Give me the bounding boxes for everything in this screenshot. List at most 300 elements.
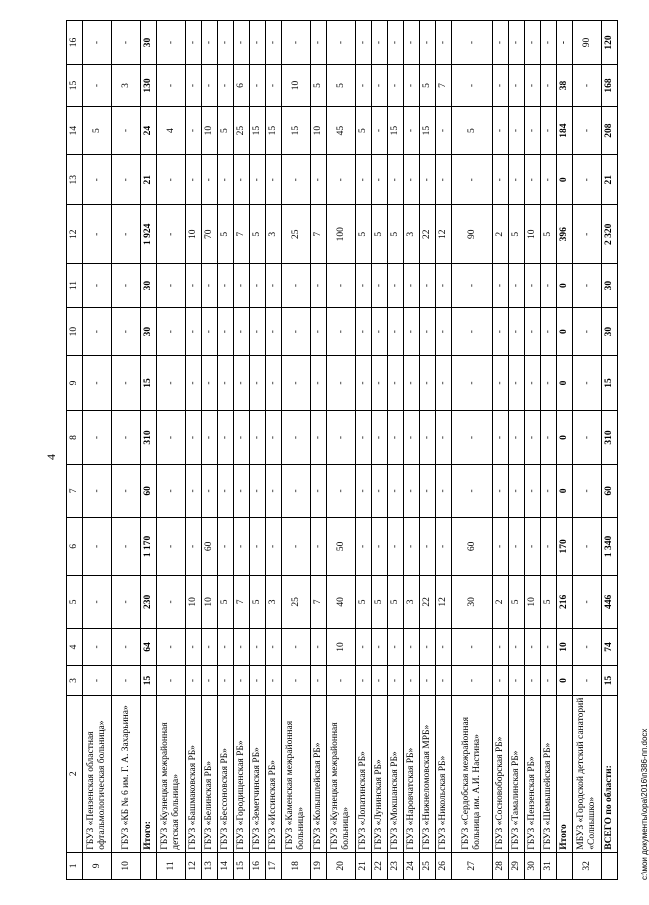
table-cell: 12	[436, 205, 452, 264]
table-cell: 10	[186, 205, 202, 264]
table-row	[186, 21, 202, 880]
table-cell: -	[420, 517, 436, 576]
table-cell: Итого:	[141, 695, 157, 852]
table-cell: ГБУЗ «Каменская межрайонная больница»	[282, 695, 311, 852]
table-cell: -	[372, 308, 388, 356]
table-row	[250, 21, 266, 880]
table-cell: -	[493, 628, 509, 666]
table-cell: 5	[541, 576, 557, 628]
table-cell: -	[509, 517, 525, 576]
column-header: 14	[67, 106, 83, 154]
table-cell: -	[436, 308, 452, 356]
table-cell: 0	[557, 465, 573, 517]
table-cell: 208	[602, 106, 618, 154]
table-cell: -	[327, 264, 356, 308]
table-cell: -	[83, 666, 112, 695]
table-cell: -	[356, 356, 372, 410]
table-cell: ГБУЗ «Никольская РБ»	[436, 695, 452, 852]
table-cell: ГБУЗ «Белинская РБ»	[202, 695, 218, 852]
table-cell: -	[372, 465, 388, 517]
table-cell: -	[112, 21, 141, 65]
table-cell: -	[525, 264, 541, 308]
table-cell: 3	[112, 65, 141, 107]
table-cell: 10	[557, 628, 573, 666]
table-cell: -	[218, 155, 234, 205]
table-row	[436, 21, 452, 880]
column-header: 4	[67, 628, 83, 666]
table-cell: -	[372, 106, 388, 154]
column-header: 5	[67, 576, 83, 628]
table-cell: -	[388, 628, 404, 666]
table-cell: 2	[493, 576, 509, 628]
table-cell: 64	[141, 628, 157, 666]
table-cell: 15	[282, 106, 311, 154]
table-cell: -	[218, 410, 234, 464]
table-cell: -	[573, 666, 602, 695]
table-cell: 9	[83, 852, 112, 879]
table-cell: -	[218, 264, 234, 308]
table-cell: ГБУЗ «Лунинская РБ»	[372, 695, 388, 852]
table-cell: -	[250, 21, 266, 65]
table-cell: -	[218, 308, 234, 356]
table-cell: -	[234, 465, 250, 517]
table-cell: -	[218, 517, 234, 576]
table-cell: 230	[141, 576, 157, 628]
table-cell: -	[541, 106, 557, 154]
table-cell: 26	[436, 852, 452, 879]
table-cell: -	[573, 264, 602, 308]
table-row	[282, 21, 311, 880]
table-cell: 60	[141, 465, 157, 517]
table-cell: -	[525, 410, 541, 464]
table-row	[372, 21, 388, 880]
table-cell: -	[311, 308, 327, 356]
table-cell: 5	[356, 106, 372, 154]
column-header: 11	[67, 264, 83, 308]
table-cell: -	[372, 356, 388, 410]
column-header: 6	[67, 517, 83, 576]
table-cell: -	[557, 21, 573, 65]
table-cell: 28	[493, 852, 509, 879]
table-cell: -	[525, 666, 541, 695]
table-cell: -	[356, 666, 372, 695]
table-cell: -	[525, 628, 541, 666]
page-number: 4	[44, 454, 58, 460]
table-cell: -	[218, 21, 234, 65]
table-cell: -	[327, 308, 356, 356]
table-cell: -	[452, 628, 493, 666]
table-cell: -	[372, 666, 388, 695]
table-cell: ГБУЗ «Бессоновская РБ»	[218, 695, 234, 852]
table-cell: 30	[141, 308, 157, 356]
table-cell: -	[420, 155, 436, 205]
table-cell: -	[266, 264, 282, 308]
table-cell: -	[436, 106, 452, 154]
table-cell: 12	[436, 576, 452, 628]
table-row	[234, 21, 250, 880]
table-cell: 5	[452, 106, 493, 154]
table-cell: 1 170	[141, 517, 157, 576]
table-cell: -	[436, 628, 452, 666]
table-cell: -	[202, 465, 218, 517]
table-cell: -	[404, 21, 420, 65]
table-cell: -	[388, 264, 404, 308]
table-cell: -	[493, 155, 509, 205]
table-cell: -	[388, 356, 404, 410]
table-cell: -	[234, 264, 250, 308]
table-cell: ГБУЗ «Кузнецкая межрайонная детская больница»	[157, 695, 186, 852]
table-cell: 120	[602, 21, 618, 65]
table-cell: -	[436, 155, 452, 205]
table-cell: 10	[186, 576, 202, 628]
table-cell: -	[157, 465, 186, 517]
table-cell: -	[509, 628, 525, 666]
table-cell: 60	[452, 517, 493, 576]
table-cell: -	[356, 410, 372, 464]
table-cell: -	[157, 308, 186, 356]
table-cell: -	[311, 264, 327, 308]
table-cell: -	[372, 65, 388, 107]
table-cell: ГБУЗ «Шемышейская РБ»	[541, 695, 557, 852]
table-cell: 5	[218, 106, 234, 154]
table-cell: 5	[420, 65, 436, 107]
table-cell: -	[573, 155, 602, 205]
table-cell: -	[234, 155, 250, 205]
table-cell: 10	[525, 205, 541, 264]
table-cell: -	[356, 21, 372, 65]
table-row	[266, 21, 282, 880]
table-cell: -	[311, 410, 327, 464]
table-cell: -	[234, 628, 250, 666]
table-cell: 4	[157, 106, 186, 154]
table-cell: -	[436, 21, 452, 65]
table-cell: -	[83, 205, 112, 264]
table-cell: 5	[250, 205, 266, 264]
table-cell: 30	[525, 852, 541, 879]
table-cell: 15	[388, 106, 404, 154]
table-cell: 21	[141, 155, 157, 205]
table-cell: 24	[404, 852, 420, 879]
table-cell: 10	[327, 628, 356, 666]
table-cell: -	[541, 356, 557, 410]
table-cell: -	[404, 65, 420, 107]
table-cell: 22	[372, 852, 388, 879]
table-cell: -	[541, 264, 557, 308]
table-cell: 0	[557, 356, 573, 410]
table-cell: -	[573, 465, 602, 517]
table-cell: -	[250, 65, 266, 107]
table-cell: 15	[602, 356, 618, 410]
table-cell: -	[218, 666, 234, 695]
table-cell: -	[83, 155, 112, 205]
table-cell: -	[112, 205, 141, 264]
table-row	[404, 21, 420, 880]
table-cell: 3	[404, 205, 420, 264]
table-cell: -	[541, 65, 557, 107]
table-cell: -	[202, 666, 218, 695]
table-cell: -	[186, 356, 202, 410]
table-cell: ГБУЗ «Кузнецкая межрайонная больница»	[327, 695, 356, 852]
table-cell: 45	[327, 106, 356, 154]
table-cell: -	[436, 517, 452, 576]
table-cell: -	[311, 465, 327, 517]
table-cell: 5	[541, 205, 557, 264]
table-cell: 23	[388, 852, 404, 879]
table-cell: -	[509, 21, 525, 65]
table-cell: -	[573, 205, 602, 264]
table-cell: 0	[557, 308, 573, 356]
table-cell: -	[157, 205, 186, 264]
table-cell: -	[388, 666, 404, 695]
table-cell: -	[112, 356, 141, 410]
table-cell: 1 924	[141, 205, 157, 264]
table-row	[420, 21, 436, 880]
table-cell: -	[327, 356, 356, 410]
table-cell: 5	[388, 576, 404, 628]
table-cell: -	[372, 155, 388, 205]
table-cell: 40	[327, 576, 356, 628]
table-cell: -	[420, 21, 436, 65]
table-cell: -	[186, 106, 202, 154]
table-cell: -	[573, 308, 602, 356]
table-cell: -	[327, 410, 356, 464]
table-cell: -	[186, 308, 202, 356]
table-cell: -	[388, 21, 404, 65]
table-cell: 5	[83, 106, 112, 154]
table-cell: -	[509, 106, 525, 154]
table-row	[202, 21, 218, 880]
column-header: 10	[67, 308, 83, 356]
table-cell: -	[266, 410, 282, 464]
data-table	[66, 20, 618, 880]
table-cell: -	[404, 155, 420, 205]
table-cell: -	[186, 65, 202, 107]
table-row	[311, 21, 327, 880]
table-row	[83, 21, 112, 880]
table-cell: 396	[557, 205, 573, 264]
table-cell: -	[186, 410, 202, 464]
table-cell: -	[573, 65, 602, 107]
table-cell: 7	[234, 576, 250, 628]
table-row	[573, 21, 602, 880]
table-cell: -	[541, 308, 557, 356]
table-cell: -	[573, 576, 602, 628]
table-cell: -	[404, 308, 420, 356]
table-cell: 29	[509, 852, 525, 879]
table-cell: -	[83, 628, 112, 666]
table-row	[509, 21, 525, 880]
table-cell: 130	[141, 65, 157, 107]
table-row	[112, 21, 141, 880]
table-cell: 3	[266, 576, 282, 628]
table-cell: 15	[141, 356, 157, 410]
table-cell: -	[541, 410, 557, 464]
table-cell: 184	[557, 106, 573, 154]
column-header: 1	[67, 852, 83, 879]
table-cell: -	[452, 65, 493, 107]
table-cell: -	[388, 155, 404, 205]
table-cell: -	[525, 356, 541, 410]
table-cell: -	[573, 106, 602, 154]
table-cell: -	[404, 264, 420, 308]
table-cell: -	[186, 517, 202, 576]
table-cell: -	[83, 517, 112, 576]
table-cell: 5	[311, 65, 327, 107]
table-row	[327, 21, 356, 880]
table-cell: -	[436, 465, 452, 517]
table-row	[218, 21, 234, 880]
table-cell: -	[112, 410, 141, 464]
table-cell: -	[282, 666, 311, 695]
table-cell: -	[452, 666, 493, 695]
table-cell: -	[436, 356, 452, 410]
table-cell: 446	[602, 576, 618, 628]
table-cell: 10	[112, 852, 141, 879]
table-cell: -	[509, 465, 525, 517]
table-cell: 31	[541, 852, 557, 879]
table-cell: -	[311, 666, 327, 695]
table-row	[541, 21, 557, 880]
table-cell: -	[83, 21, 112, 65]
table-cell: 10	[525, 576, 541, 628]
table-cell: -	[436, 666, 452, 695]
table-cell: -	[266, 65, 282, 107]
table-cell: -	[420, 666, 436, 695]
table-cell: 90	[573, 21, 602, 65]
table-cell: -	[525, 517, 541, 576]
table-cell: ГБУЗ «КБ № 6 им. Г. А. Захарьина»	[112, 695, 141, 852]
table-cell: -	[234, 517, 250, 576]
table-cell: ГБУЗ «Пензенская РБ»	[525, 695, 541, 852]
table-cell: -	[157, 21, 186, 65]
table-cell: -	[157, 576, 186, 628]
column-header: 15	[67, 65, 83, 107]
table-cell: Итого	[557, 695, 573, 852]
table-cell: -	[541, 155, 557, 205]
table-cell: -	[509, 65, 525, 107]
table-row	[493, 21, 509, 880]
table-cell: -	[404, 666, 420, 695]
table-cell: 2 320	[602, 205, 618, 264]
table-cell: 17	[266, 852, 282, 879]
table-cell: -	[493, 666, 509, 695]
table-cell: -	[202, 356, 218, 410]
table-cell: ГБУЗ «Земетчинская РБ»	[250, 695, 266, 852]
table-cell: -	[218, 628, 234, 666]
table-cell: -	[266, 21, 282, 65]
table-cell: -	[234, 21, 250, 65]
table-cell: -	[250, 410, 266, 464]
table-cell: -	[573, 356, 602, 410]
table-cell: 21	[356, 852, 372, 879]
table-cell: -	[83, 65, 112, 107]
table-cell: -	[493, 410, 509, 464]
table-cell: -	[404, 356, 420, 410]
table-cell: -	[250, 666, 266, 695]
table-cell: -	[282, 308, 311, 356]
table-cell: -	[186, 21, 202, 65]
table-cell: 18	[282, 852, 311, 879]
table-cell: -	[420, 356, 436, 410]
table-cell: ГБУЗ «Тамалинская РБ»	[509, 695, 525, 852]
rotated-page	[44, 20, 649, 880]
table-cell: ГБУЗ «Сосновоборская РБ»	[493, 695, 509, 852]
table-cell: -	[573, 410, 602, 464]
table-cell: 3	[404, 576, 420, 628]
table-cell: -	[186, 666, 202, 695]
table-cell: -	[404, 106, 420, 154]
table-cell: -	[250, 465, 266, 517]
table-cell: 16	[250, 852, 266, 879]
table-cell: -	[282, 356, 311, 410]
table-cell: -	[356, 465, 372, 517]
table-cell: -	[202, 628, 218, 666]
table-cell: ГБУЗ «Городищенская РБ»	[234, 695, 250, 852]
table-cell: -	[372, 628, 388, 666]
table-cell: -	[541, 517, 557, 576]
table-cell: -	[327, 21, 356, 65]
table-row	[525, 21, 541, 880]
table-cell: -	[420, 628, 436, 666]
table-cell: 1 340	[602, 517, 618, 576]
table-cell: 7	[436, 65, 452, 107]
table-cell: -	[83, 576, 112, 628]
table-cell: -	[356, 308, 372, 356]
table-cell: -	[356, 65, 372, 107]
table-cell: -	[493, 308, 509, 356]
table-cell: 27	[452, 852, 493, 879]
table-cell: 310	[602, 410, 618, 464]
table-cell: -	[388, 308, 404, 356]
table-cell: ГБУЗ «Сердобская межрайонная больница им. А.И. Настина»	[452, 695, 493, 852]
table-cell: 100	[327, 205, 356, 264]
table-cell: -	[266, 628, 282, 666]
table-cell: -	[372, 517, 388, 576]
table-cell: 25	[234, 106, 250, 154]
table-cell: 60	[602, 465, 618, 517]
column-header: 8	[67, 410, 83, 464]
table-cell: 5	[327, 65, 356, 107]
table-cell: 25	[420, 852, 436, 879]
table-row	[452, 21, 493, 880]
table-cell: -	[83, 356, 112, 410]
table-cell: -	[282, 517, 311, 576]
table-cell: 90	[452, 205, 493, 264]
table-cell: -	[218, 356, 234, 410]
table-cell: -	[112, 628, 141, 666]
header-row	[67, 21, 83, 880]
column-header: 7	[67, 465, 83, 517]
table-cell: -	[157, 410, 186, 464]
table-cell: -	[493, 465, 509, 517]
column-header: 9	[67, 356, 83, 410]
table-cell: 5	[218, 576, 234, 628]
table-cell: -	[404, 517, 420, 576]
table-cell: -	[83, 308, 112, 356]
table-cell: -	[372, 21, 388, 65]
table-cell: -	[186, 155, 202, 205]
table-cell: -	[157, 517, 186, 576]
table-cell: -	[356, 155, 372, 205]
table-cell: МБУЗ «Городской детский санаторий «Солнышко»	[573, 695, 602, 852]
table-cell: 310	[141, 410, 157, 464]
table-cell: -	[282, 465, 311, 517]
table-row	[557, 21, 573, 880]
table-cell: -	[250, 356, 266, 410]
table-cell: -	[282, 628, 311, 666]
table-cell: 30	[452, 576, 493, 628]
table-cell: -	[493, 356, 509, 410]
